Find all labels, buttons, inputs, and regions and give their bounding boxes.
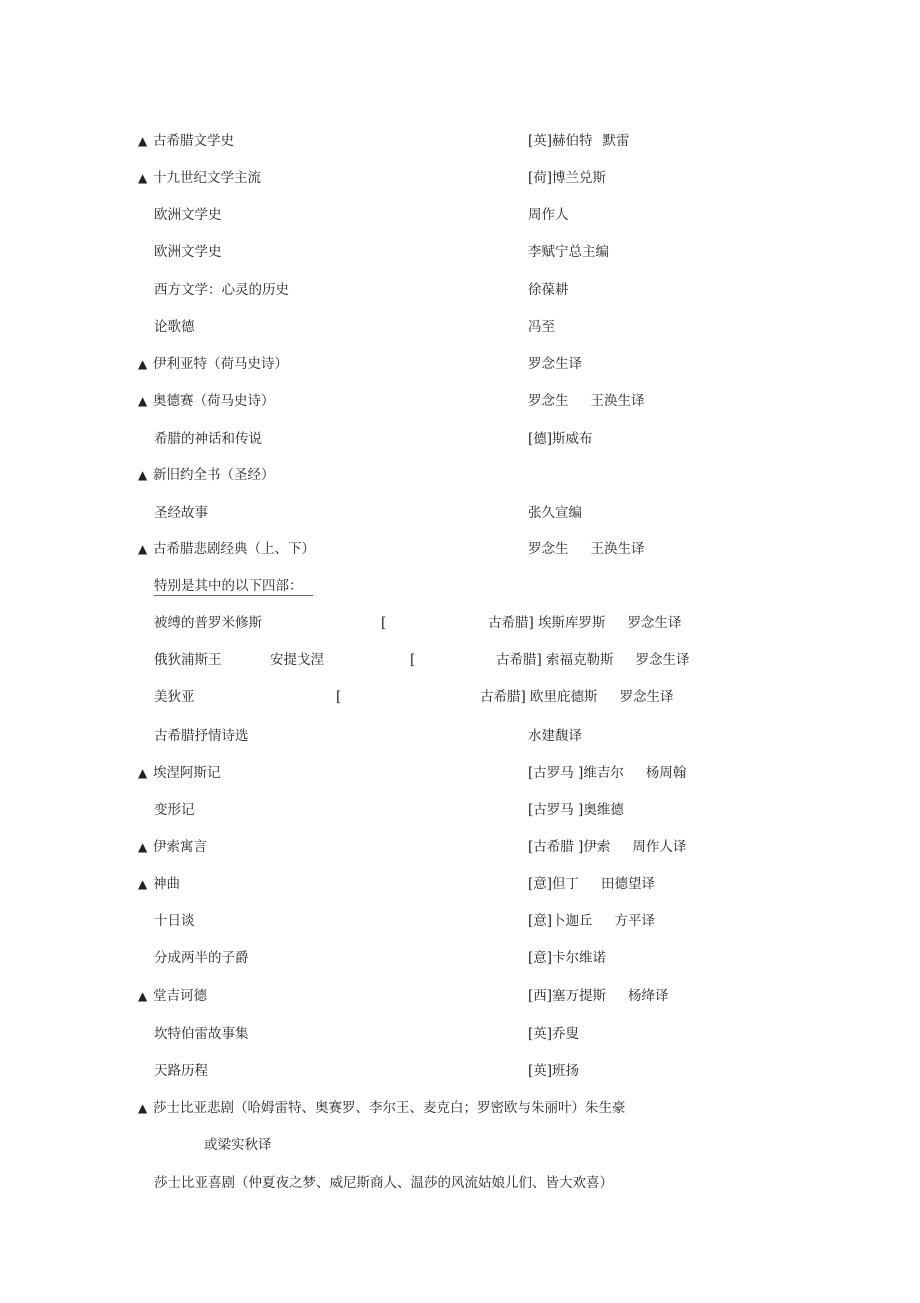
entry-title: 变形记 [154, 802, 195, 818]
entry-title: ▲ 古希腊悲剧经典（上、下） [138, 541, 315, 557]
tragedy-extra-title: 安提戈涅 [270, 652, 324, 668]
entry-author: 罗念生 王涣生译 [528, 541, 645, 557]
triangle-marker-icon: ▲ [138, 1101, 148, 1115]
entry-title: ▲ 伊索寓言 [138, 839, 207, 855]
entry-author: 罗念生译 [528, 356, 582, 372]
entry-author: 徐葆耕 [528, 282, 569, 298]
tragedy-author: 古希腊] 埃斯库罗斯 罗念生译 [488, 615, 682, 631]
triangle-marker-icon: ▲ [138, 357, 148, 371]
bracket: [ [336, 689, 342, 705]
entry-title: ▲ 神曲 [138, 876, 180, 892]
entry-title: 欧洲文学史 [154, 244, 222, 260]
entry-title: ▲ 古希腊文学史 [138, 133, 234, 149]
entry-title: 圣经故事 [154, 505, 208, 521]
entry-author: [古罗马 ]奥维德 [528, 802, 624, 818]
tragedy-author: 古希腊] 欧里庇德斯 罗念生译 [480, 689, 674, 705]
entry-title: ▲ 堂吉诃德 [138, 988, 207, 1004]
triangle-marker-icon: ▲ [138, 171, 148, 185]
triangle-marker-icon: ▲ [138, 766, 148, 780]
triangle-marker-icon: ▲ [138, 394, 148, 408]
entry-author: [意]卜迦丘 方平译 [528, 913, 656, 929]
entry-title: 坎特伯雷故事集 [154, 1026, 249, 1042]
triangle-marker-icon: ▲ [138, 134, 148, 148]
entry-author: 张久宣编 [528, 505, 582, 521]
entry-author: [英]乔叟 [528, 1026, 580, 1042]
entry-title: ▲ 奥德赛（荷马史诗） [138, 393, 275, 409]
entry-title: 十日谈 [154, 913, 195, 929]
entry-title: 西方文学：心灵的历史 [154, 282, 289, 298]
triangle-marker-icon: ▲ [138, 877, 148, 891]
tragedy-title: 美狄亚 [154, 689, 195, 705]
triangle-marker-icon: ▲ [138, 468, 148, 482]
shakespeare-comedy-entry: 莎士比亚喜剧（仲夏夜之梦、威尼斯商人、温莎的风流姑娘儿们、皆大欢喜） [154, 1175, 613, 1191]
entry-author: [古希腊 ]伊索 周作人译 [528, 839, 687, 855]
tragedy-author: 古希腊] 索福克勒斯 罗念生译 [496, 652, 690, 668]
entry-title: ▲ 伊利亚特（荷马史诗） [138, 356, 288, 372]
shakespeare-tragedy-continuation: 或梁实秋译 [204, 1137, 272, 1153]
entry-title: ▲ 新旧约全书（圣经） [138, 467, 275, 483]
entry-author: [德]斯威布 [528, 431, 593, 447]
entry-author: 水建馥译 [528, 728, 582, 744]
entry-author: [英]班扬 [528, 1063, 580, 1079]
entry-author: [意]但丁 田德望译 [528, 876, 656, 892]
bracket: [ [410, 652, 416, 668]
triangle-marker-icon: ▲ [138, 989, 148, 1003]
tragedy-title: 被缚的普罗米修斯 [154, 615, 262, 631]
triangle-marker-icon: ▲ [138, 542, 148, 556]
shakespeare-tragedy-entry: ▲ 莎士比亚悲剧（哈姆雷特、奥赛罗、李尔王、麦克白；罗密欧与朱丽叶）朱生豪 [138, 1100, 626, 1116]
entry-title: 论歌德 [154, 319, 195, 335]
entry-author: 李赋宁总主编 [528, 244, 609, 260]
entry-title: ▲ 十九世纪文学主流 [138, 170, 261, 186]
tragedy-title: 俄狄浦斯王 [154, 652, 222, 668]
entry-title: ▲ 埃涅阿斯记 [138, 765, 221, 781]
entry-title: 希腊的神话和传说 [154, 431, 262, 447]
entry-author: [荷]博兰兑斯 [528, 170, 607, 186]
entry-author: [古罗马 ]维吉尔 杨周翰 [528, 765, 687, 781]
entry-author: 周作人 [528, 207, 569, 223]
entry-title: 古希腊抒情诗选 [154, 728, 249, 744]
bracket: [ [381, 615, 387, 631]
entry-author: [意]卡尔维诺 [528, 950, 607, 966]
triangle-marker-icon: ▲ [138, 840, 148, 854]
entry-title: 分成两半的子爵 [154, 950, 249, 966]
entry-title: 欧洲文学史 [154, 207, 222, 223]
entry-title: 天路历程 [154, 1063, 208, 1079]
entry-author: [英]赫伯特 默雷 [528, 133, 630, 149]
section-note: 特别是其中的以下四部： [154, 577, 313, 595]
entry-author: 罗念生 王涣生译 [528, 393, 645, 409]
entry-author: [西]塞万提斯 杨绛译 [528, 988, 669, 1004]
entry-author: 冯至 [528, 319, 555, 335]
